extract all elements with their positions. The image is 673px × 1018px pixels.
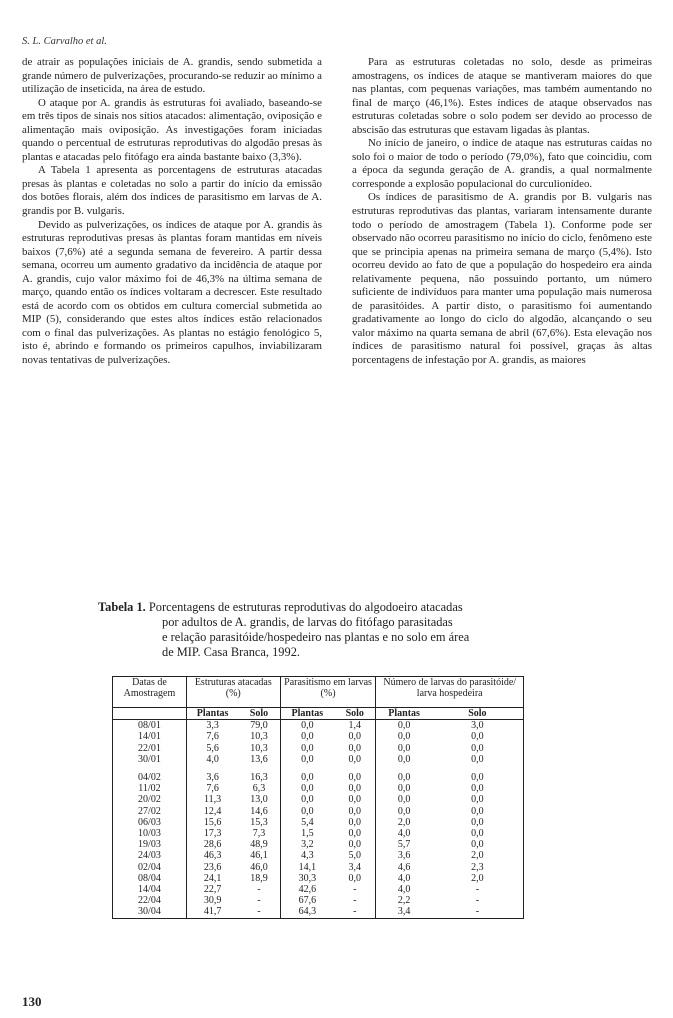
data-table-wrapper [112,676,524,954]
cell-value: 7,6 [186,783,238,794]
cell-value: 4,0 [376,873,432,884]
cell-value: 15,3 [250,816,268,828]
table-row [113,895,524,906]
cell-value: 4,3 [280,850,334,861]
cell-value: 0,0 [376,754,432,765]
cell-value: 10,3 [250,731,268,743]
cell-value: 0,0 [432,772,524,783]
cell-date: 19/03 [113,839,187,850]
cell-value: 0,0 [376,794,432,805]
cell-value: 3,2 [280,839,334,850]
paragraph: O ataque por A. grandis às estruturas foi avaliado, baseando-se em três tipos de sinais nos sítios atacados: alimentação, oviposição e alimentação mais oviposição. As investigações foram iniciadas quando o percentual de estruturas reprodutivas do algodão presas às plantas e atacadas pelo fitófago era ainda bastante baixo (3,3%). [22,96,322,163]
cell-value: 0,0 [348,772,361,784]
cell-value: 0,0 [432,783,524,794]
cell-value: 0,0 [348,872,361,884]
table-row [113,720,524,732]
cell-value: 67,6 [280,895,334,906]
cell-value: 41,7 [186,906,238,918]
table-row [113,828,524,839]
cell-value: 0,0 [348,794,361,806]
cell-value: 4,0 [376,884,432,895]
cell-value: 13,6 [250,753,268,765]
cell-date: 11/02 [113,783,187,794]
table-caption [98,600,568,660]
cell-value: 0,0 [432,817,524,828]
caption-line: de MIP. Casa Branca, 1992. [162,645,300,659]
cell-value: 0,0 [348,742,361,754]
table-row [113,794,524,805]
table-label: Tabela 1. [98,600,146,614]
table-row [113,743,524,754]
cell-value: 46,0 [250,861,268,873]
col-header-parasitism: Parasitismo em larvas (%) [280,677,376,708]
table-row [113,731,524,742]
cell-value: 46,1 [250,850,268,862]
table-row [113,817,524,828]
table-row [113,850,524,861]
running-header: S. L. Carvalho et al. [22,36,107,47]
cell-date: 20/02 [113,794,187,805]
cell-value: - [238,906,280,918]
cell-value: 0,0 [432,839,524,850]
col-header-larvae-ratio: Número de larvas do parasitóide/ larva hospedeira [376,677,524,708]
cell-value: 79,0 [250,720,268,732]
cell-value: 3,4 [376,906,432,918]
cell-value: - [257,884,261,896]
cell-value: 0,0 [432,754,524,765]
cell-date: 08/04 [113,873,187,884]
cell-value: 0,0 [348,828,361,840]
subheader-plantas: Plantas [376,708,432,720]
cell-value: 0,0 [348,753,361,765]
cell-value: 2,2 [376,895,432,906]
table-row [113,906,524,918]
cell-value: 0,0 [348,731,361,743]
caption-line: e relação parasitóide/hospedeiro nas plantas e no solo em área [162,630,470,644]
cell-value: 0,0 [376,806,432,817]
cell-value: 0,0 [376,731,432,742]
cell-value: 3,6 [376,850,432,861]
group-spacer [113,765,524,772]
left-text-column [22,56,322,368]
cell-value: 0,0 [376,772,432,783]
cell-value: - [353,895,357,907]
cell-date: 22/01 [113,743,187,754]
cell-value: 7,3 [252,828,266,840]
cell-value: 3,0 [432,720,524,732]
subheader-blank [113,708,187,720]
cell-value: 30,9 [186,895,238,906]
cell-value: 0,0 [280,731,334,742]
caption-line: Porcentagens de estruturas reprodutivas do algodoeiro atacadas [148,600,463,614]
table-row [113,873,524,884]
table-row [113,839,524,850]
cell-value: 0,0 [376,783,432,794]
paragraph: No início de janeiro, o índice de ataque nas estruturas caídas no solo foi o maior de todo o período (79,0%), fato que coincidiu, com a época da segunda geração de A. grandis, a qual normalmente corresponde a explosão populacional do curculionídeo. [352,137,652,190]
cell-value: 0,0 [280,806,334,817]
table-subheader-row [113,708,524,720]
cell-value: 12,4 [186,806,238,817]
cell-value: 10,3 [250,742,268,754]
cell-value: 4,0 [376,828,432,839]
cell-value: 0,0 [280,783,334,794]
paragraph: Devido as pulverizações, os índices de ataque por A. grandis às estruturas reprodutivas presas às plantas foram mantidas em níveis baixos (7,6%) até a segunda semana de fevereiro. A partir dessa semana, ocorreu um aumento gradativo da incidência de ataque por A. grandis, cujo valor máximo foi de 46,3% na última semana de março, quando então os índices voltaram a decrescer. Este resultado está de acordo com os obtidos em cultura comercial submetida ao MIP (5), considerando que estes altos índices estão relacionados com o final das pulverizações. As plantas no estágio fenológico 5, isto é, abrindo e formando os primeiros capulhos, inviabilizaram novas tentativas de pulverizações. [22,218,322,367]
cell-value: 16,3 [250,772,268,784]
cell-value: 2,3 [432,862,524,873]
table-row [113,862,524,873]
cell-value: 0,0 [432,743,524,754]
col-header-attacked: Estruturas atacadas (%) [186,677,280,708]
cell-value: 0,0 [432,806,524,817]
cell-value: 0,0 [348,805,361,817]
cell-value: 2,0 [432,850,524,861]
table-row [113,884,524,895]
cell-date: 30/04 [113,906,187,918]
paragraph: de atrair as populações iniciais de A. grandis, sendo submetida a grande número de pulverizações, procurando-se reduzir ao mínimo a utilização de inseticida, na área de estudo. [22,56,322,96]
right-text-column [352,56,652,368]
cell-value: 1,4 [348,720,361,732]
cell-value: 5,6 [186,743,238,754]
cell-value: 2,0 [376,817,432,828]
cell-value: 18,9 [250,872,268,884]
subheader-plantas: Plantas [186,708,238,720]
table-row [113,772,524,783]
cell-value: 3,3 [186,720,238,732]
table-row [113,783,524,794]
cell-date: 14/04 [113,884,187,895]
caption-line: por adultos de A. grandis, de larvas do fitófago parasitadas [162,615,453,629]
cell-value: 14,1 [280,862,334,873]
cell-value: - [432,906,524,918]
cell-value: 0,0 [432,828,524,839]
cell-date: 14/01 [113,731,187,742]
cell-value: 3,4 [348,861,361,873]
cell-date: 06/03 [113,817,187,828]
cell-value: 0,0 [376,743,432,754]
cell-value: 7,6 [186,731,238,742]
cell-value: - [432,895,524,906]
col-header-dates: Datas de Amostragem [113,677,187,708]
table-header-row [113,677,524,708]
subheader-solo: Solo [432,708,524,720]
cell-value: 23,6 [186,862,238,873]
cell-value: 0,0 [280,794,334,805]
cell-value: 48,9 [250,839,268,851]
cell-value: 17,3 [186,828,238,839]
cell-value: 0,0 [432,731,524,742]
cell-value: 0,0 [348,816,361,828]
cell-value: 4,6 [376,862,432,873]
cell-value: 30,3 [280,873,334,884]
cell-value: 64,3 [280,906,334,918]
subheader-solo: Solo [334,708,376,720]
cell-value: 0,0 [280,772,334,783]
cell-value: - [353,884,357,896]
cell-value: 46,3 [186,850,238,861]
paragraph: Os índices de parasitismo de A. grandis por B. vulgaris nas estruturas reprodutivas das plantas, variaram intensamente durante todo o período de amostragem (Tabela 1). Conforme pode ser observado não ocorreu parasitismo no início do ciclo, fenômeno este que se principia apenas na primeira semana de março (5,4%). Isto ocorreu devido ao fato de que a população do hospedeiro era ainda relativamente pequena, não possuindo portanto, um número suficiente de indivíduos para manter uma população mais numerosa de parasitóides. A partir disto, o parasitismo foi aumentando gradativamente ao longo do ciclo do algodão, alcançando o seu valor máximo na quarta semana de abril (67,6%). Esta elevação nos índices de parasitismo natural foi possível, graças às altas porcentagens de infestação por A. grandis, as maiores [352,191,652,367]
cell-value: 11,3 [186,794,238,805]
cell-date: 30/01 [113,754,187,765]
cell-value: 5,4 [280,817,334,828]
cell-value: 1,5 [280,828,334,839]
table-row [113,806,524,817]
subheader-solo: Solo [238,708,280,720]
cell-date: 22/04 [113,895,187,906]
data-table [112,676,524,919]
cell-date: 24/03 [113,850,187,861]
cell-value: 3,6 [186,772,238,783]
cell-value: - [334,906,376,918]
cell-value: 5,7 [376,839,432,850]
cell-value: - [432,884,524,895]
cell-value: 4,0 [186,754,238,765]
subheader-plantas: Plantas [280,708,334,720]
cell-date: 08/01 [113,720,187,732]
cell-value: 2,0 [432,873,524,884]
cell-value: 5,0 [348,850,361,862]
cell-value: 13,0 [250,794,268,806]
cell-value: 22,7 [186,884,238,895]
paragraph: A Tabela 1 apresenta as porcentagens de estruturas atacadas presas às plantas e coletadas no solo a partir do início da emissão dos botões florais, além dos índices de parasitismo em larvas de A. grandis por B. vulgaris. [22,164,322,218]
cell-value: 0,0 [348,783,361,795]
cell-value: 15,6 [186,817,238,828]
cell-value: 0,0 [280,754,334,765]
cell-value: 28,6 [186,839,238,850]
page-number: 130 [22,994,42,1009]
cell-value: 0,0 [432,794,524,805]
cell-date: 04/02 [113,772,187,783]
table-row [113,754,524,765]
cell-date: 10/03 [113,828,187,839]
cell-value: 0,0 [348,839,361,851]
cell-value: 0,0 [280,720,334,732]
cell-value: - [257,895,261,907]
cell-value: 0,0 [376,720,432,732]
cell-date: 02/04 [113,862,187,873]
cell-value: 0,0 [280,743,334,754]
cell-value: 14,6 [250,805,268,817]
cell-date: 27/02 [113,806,187,817]
cell-value: 24,1 [186,873,238,884]
paragraph: Para as estruturas coletadas no solo, desde as primeiras amostragens, os índices de ataque se mantiveram maiores do que nas plantas, com pequenas variações, mas também aumentando no final de março (46,1%). Estes índices de ataque observados nas estruturas coletadas sobre o solo podem ser devido ao processo de abscisão das estruturas que estavam ligadas às plantas. [352,56,652,136]
cell-value: 42,6 [280,884,334,895]
cell-value: 6,3 [252,783,266,795]
